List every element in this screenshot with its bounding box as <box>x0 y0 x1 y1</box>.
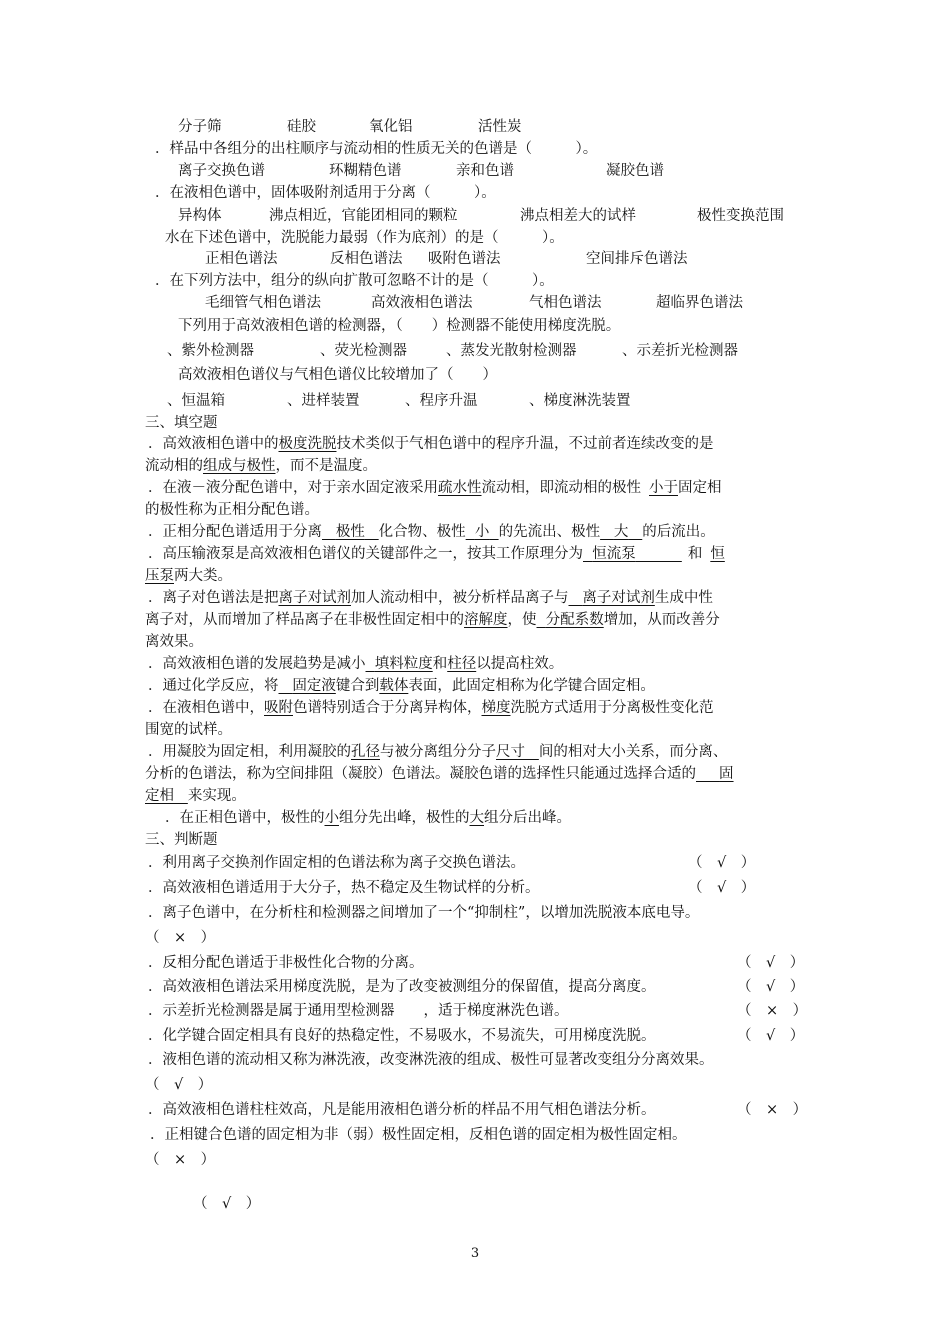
fill-item: 围宽的试样。 <box>145 722 232 738</box>
fill-item: ．离子对色谱法是把离子对试剂加人流动相中，被分析样品离子与 离子对试剂生成中性 <box>148 590 713 606</box>
fill-item: ．正相分配色谱适用于分离 极性 化合物、极性 小 的先流出、极性 大 的后流出。 <box>148 524 715 540</box>
judge-item: ．高效液相色谱适用于大分子，热不稳定及生物试样的分析。 <box>148 880 540 896</box>
option-text: 、梯度淋洗装置 <box>529 393 631 409</box>
fill-item: ．高效液相色谱中的极度洗脱技术类似于气相色谱中的程序升温，不过前者连续改变的是 <box>148 436 714 452</box>
fill-item: ．用凝胶为固定相，利用凝胶的孔径与被分离组分分子尺寸 间的相对大小关系，而分离、 <box>148 744 728 760</box>
judge-item: ．高效液相色谱法采用梯度洗脱，是为了改变被测组分的保留值，提高分离度。 <box>148 979 656 995</box>
judge-answer: （ √ ） <box>145 1077 213 1093</box>
option-text: 、进样装置 <box>287 393 360 409</box>
judge-item: ．离子色谱中，在分析柱和检测器之间增加了一个“抑制柱”，以增加洗脱液本底电导。 <box>148 905 700 921</box>
fill-item: ．在液－液分配色谱中，对于亲水固定液采用疏水性流动相，即流动相的极性 小于固定相 <box>148 480 722 496</box>
option-text: 沸点相近，官能团相同的颗粒 <box>269 208 458 224</box>
fill-item: 定相 来实现。 <box>145 788 246 804</box>
fill-item: ．通过化学反应，将 固定液键合到载体表面，此固定相称为化学键合固定相。 <box>148 678 655 694</box>
section-heading: 三、填空题 <box>145 415 218 431</box>
option-text: 毛细管气相色谱法 <box>205 295 321 311</box>
judge-answer: （ √ ） <box>737 979 805 995</box>
fill-item: 分析的色谱法，称为空间排阻（凝胶）色谱法。凝胶色谱的选择性只能通过选择合适的 固 <box>145 766 734 782</box>
judge-item: ．液相色谱的流动相又称为淋洗液，改变淋洗液的组成、极性可显著改变组分分离效果。 <box>148 1052 714 1068</box>
judge-answer: （ × ） <box>737 1102 808 1118</box>
section-heading: 三、判断题 <box>145 832 218 848</box>
judge-item: ．利用离子交换剂作固定相的色谱法称为离子交换色谱法。 <box>148 855 525 871</box>
option-text: 、示差折光检测器 <box>622 343 738 359</box>
page-number: 3 <box>470 1246 480 1261</box>
option-text: 亲和色谱 <box>456 163 514 179</box>
judge-answer: （ √ ） <box>193 1196 261 1212</box>
option-text: 离子交换色谱 <box>178 163 265 179</box>
judge-answer: （ × ） <box>145 930 216 946</box>
option-text: 空间排斥色谱法 <box>586 251 688 267</box>
option-text: 分子筛 <box>178 119 222 135</box>
judge-item: ．高效液相色谱柱柱效高，凡是能用液相色谱分析的样品不用气相色谱法分析。 <box>148 1102 656 1118</box>
option-text: 正相色谱法 <box>205 251 278 267</box>
judge-answer: （ √ ） <box>737 955 805 971</box>
option-text: 环糊精色谱 <box>329 163 402 179</box>
fill-item: 压泵两大类。 <box>145 568 232 584</box>
option-text: 硅胶 <box>287 119 316 135</box>
judge-answer: （ × ） <box>737 1003 808 1019</box>
judge-answer: （ × ） <box>145 1152 216 1168</box>
option-text: 、恒温箱 <box>167 393 225 409</box>
fill-item: ．高效液相色谱的发展趋势是减小 填料粒度和柱径以提高柱效。 <box>148 656 564 672</box>
option-text: 、紫外检测器 <box>167 343 254 359</box>
option-text: 、程序升温 <box>405 393 478 409</box>
option-text: 异构体 <box>178 208 222 224</box>
question-text: ．样品中各组分的出柱顺序与流动相的性质无关的色谱是（ ）。 <box>155 141 598 157</box>
option-text: 反相色谱法 <box>330 251 403 267</box>
option-text: 凝胶色谱 <box>606 163 664 179</box>
judge-item: ．反相分配色谱适于非极性化合物的分离。 <box>148 955 424 971</box>
option-text: 沸点相差大的试样 <box>520 208 636 224</box>
judge-answer: （ √ ） <box>737 1028 805 1044</box>
fill-item: ．在正相色谱中，极性的小组分先出峰，极性的大组分后出峰。 <box>165 810 571 826</box>
judge-item: ．示差折光检测器是属于通用型检测器 ，适于梯度淋洗色谱。 <box>148 1003 569 1019</box>
question-text: ．在液相色谱中，固体吸附剂适用于分离（ ）。 <box>155 185 496 201</box>
fill-item: 离效果。 <box>145 634 203 650</box>
option-text: 极性变换范围 <box>697 208 784 224</box>
question-text: 下列用于高效液相色谱的检测器，（ ）检测器不能使用梯度洗脱。 <box>178 318 621 334</box>
option-text: 超临界色谱法 <box>656 295 743 311</box>
fill-item: 流动相的组成与极性，而不是温度。 <box>145 458 377 474</box>
option-text: 氧化铝 <box>369 119 413 135</box>
fill-item: 的极性称为正相分配色谱。 <box>145 502 319 518</box>
judge-item: ．化学键合固定相具有良好的热稳定性，不易吸水，不易流失，可用梯度洗脱。 <box>148 1028 656 1044</box>
question-text: 高效液相色谱仪与气相色谱仪比较增加了（ ） <box>178 367 497 383</box>
question-text: ．在下列方法中，组分的纵向扩散可忽略不计的是（ ）。 <box>155 273 554 289</box>
judge-item: ．正相键合色谱的固定相为非（弱）极性固定相，反相色谱的固定相为极性固定相。 <box>150 1127 687 1143</box>
option-text: 、蒸发光散射检测器 <box>446 343 577 359</box>
fill-item: 离子对，从而增加了样品离子在非极性固定相中的溶解度，使 分配系数增加，从而改善分 <box>145 612 720 628</box>
option-text: 活性炭 <box>478 119 522 135</box>
fill-item: ．高压输液泵是高效液相色谱仪的关键部件之一，按其工作原理分为 恒流泵 和 恒 <box>148 546 725 562</box>
option-text: 气相色谱法 <box>529 295 602 311</box>
fill-item: ．在液相色谱中，吸附色谱特别适合于分离异构体，梯度洗脱方式适用于分离极性变化范 <box>148 700 714 716</box>
option-text: 高效液相色谱法 <box>371 295 473 311</box>
question-text: 水在下述色谱中，洗脱能力最弱（作为底剂）的是（ ）。 <box>165 230 564 246</box>
judge-answer: （ √ ） <box>688 855 756 871</box>
option-text: 吸附色谱法 <box>428 251 501 267</box>
option-text: 、荧光检测器 <box>320 343 407 359</box>
judge-answer: （ √ ） <box>688 880 756 896</box>
